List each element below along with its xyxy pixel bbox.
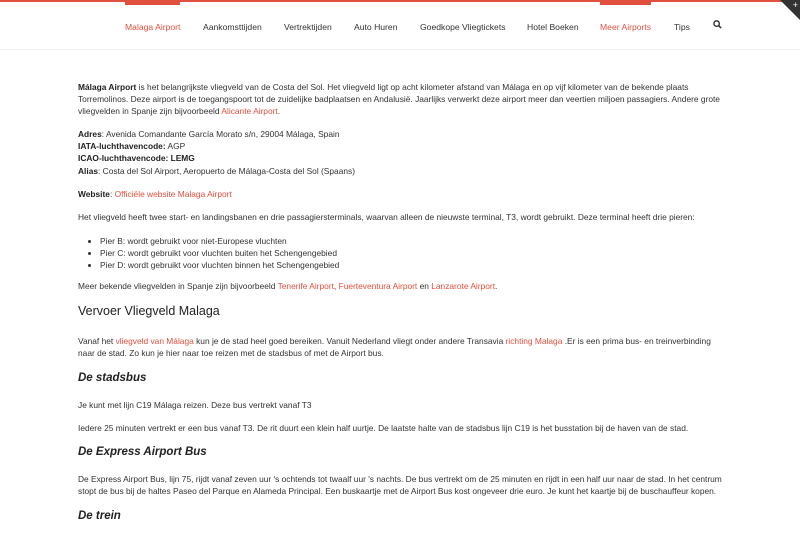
tenerife-link[interactable]: Tenerife Airport: [277, 281, 334, 291]
airport-info: Adres: Avenida Comandante García Morato s/n, 29004 Málaga, Spain IATA-luchthavencode: AGP ICAO-luchthavencode: LEMG Alias: Costa del Sol Airport, Aeropuerto de Málaga-Costa del Sol (Spaans): [78, 129, 356, 176]
nav-meer-airports[interactable]: Meer Airports: [600, 2, 651, 50]
nav-malaga-airport[interactable]: Malaga Airport: [125, 2, 180, 50]
trein-heading: De trein: [78, 510, 121, 522]
corner-toggle[interactable]: [780, 0, 800, 20]
nav-tips[interactable]: Tips: [674, 22, 690, 32]
terminals-paragraph: Het vliegveld heeft twee start- en landingsbanen en drie passagiersterminals, waarvan alleen de nieuwste terminal, T3, wordt gebruikt. Deze terminal heeft drie pieren:: [78, 212, 695, 222]
search-icon[interactable]: [713, 1, 722, 49]
alicante-link[interactable]: Alicante Airport: [221, 106, 278, 117]
vervoer-heading: Vervoer Vliegveld Malaga: [78, 304, 220, 318]
nav-auto-huren[interactable]: Auto Huren: [354, 22, 398, 32]
nav-goedkope-vliegtickets[interactable]: Goedkope Vliegtickets: [420, 22, 506, 32]
website-line: Website: Officiële website Malaga Airport: [78, 189, 232, 199]
lanzarote-link[interactable]: Lanzarote Airport: [431, 281, 496, 291]
stadsbus-heading: De stadsbus: [78, 372, 147, 384]
nav-aankomsttijden[interactable]: Aankomsttijden: [203, 22, 262, 32]
fuerteventura-link[interactable]: Fuerteventura Airport: [338, 281, 418, 291]
express-paragraph: De Express Airport Bus, lijn 75, rijdt vanaf zeven uur 's ochtends tot twaalf uur 's nachts. De bus vertrekt om de 25 minuten en rijdt in een half uur naar de stad. In het centrum stopt de bus bij de haltes Paseo del Parque en Alameda Principal. Een buskaartje met de Airport Bus kost ongeveer drie euro. Je kunt het kaartje bij de buschauffeur kopen.: [78, 474, 722, 497]
nav-hotel-boeken[interactable]: Hotel Boeken: [527, 22, 579, 32]
stadsbus-paragraph-2: Iedere 25 minuten vertrekt er een bus vanaf T3. De rit duurt een klein half uurtje. De laatste halte van de stadsbus lijn C19 is het busstation bij de haven van de stad.: [78, 423, 689, 433]
express-heading: De Express Airport Bus: [78, 446, 207, 458]
stadsbus-paragraph-1: Je kunt met lijn C19 Málaga reizen. Deze bus vertrekt vanaf T3: [78, 400, 312, 410]
header: [0, 2, 800, 50]
nav-vertrektijden[interactable]: Vertrektijden: [284, 22, 332, 32]
list-item: • Pier C: wordt gebruikt voor vluchten buiten het Schengengebied: [100, 247, 728, 259]
more-airports-paragraph: Meer bekende vliegvelden in Spanje zijn bijvoorbeeld Tenerife Airport, Fuerteventura Airport en Lanzarote Airport.: [78, 281, 498, 291]
list-item: • Pier B: wordt gebruikt voor niet-Europese vluchten: [100, 235, 728, 247]
vliegveld-link[interactable]: vliegveld van Málaga: [115, 336, 194, 346]
website-link[interactable]: Officiële website Malaga Airport: [114, 189, 232, 199]
plus-icon: +: [792, 0, 798, 10]
pier-list: [78, 235, 728, 272]
intro-paragraph: Málaga Airport is het belangrijkste vliegveld van de Costa del Sol. Het vliegveld ligt op acht kilometer afstand van Málaga en op vijf kilometer van de bekende plaats Torremolinos. Deze airport is de toegangspoort tot de zuidelijke badplaatsen en Andalusië. Jaarlijks verwerkt deze airport meer dan veertien miljoen passagiers. Andere grote vliegvelden in Spanje zijn bijvoorbeeld Alicante Airport.: [78, 82, 720, 117]
richting-malaga-link[interactable]: richting Malaga: [505, 336, 565, 346]
list-item: • Pier D: wordt gebruikt voor vluchten binnen het Schengengebied: [100, 259, 728, 271]
vervoer-paragraph: Vanaf het vliegveld van Málaga kun je de stad heel goed bereiken. Vanuit Nederland vliegt onder andere Transavia richting Malaga .Er is een prima bus- en treinverbinding naar de stad. Zo kun je hier naar toe reizen met de stadsbus of met de Airport bus.: [78, 336, 711, 359]
